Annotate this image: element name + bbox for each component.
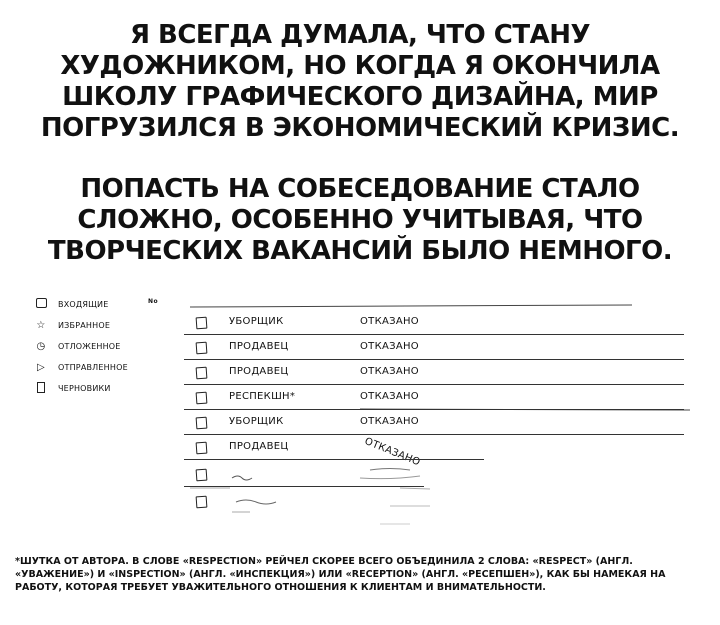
clock-icon: ◷	[36, 341, 46, 352]
job-title: ПРОДАВЕЦ	[229, 366, 289, 377]
job-title: УБОРЩИК	[229, 416, 284, 427]
status-text: ОТКАЗАНО	[360, 416, 419, 427]
column-header-no: No	[148, 298, 159, 305]
status-text: ОТКАЗАНО	[360, 366, 419, 377]
folder-label: ВХОДЯЩИЕ	[58, 300, 109, 309]
footnote: *ШУТКА ОТ АВТОРА. В СЛОВЕ «RESPECTION» РЕЙЧЕЛ СКОРЕЕ ВСЕГО ОБЪЕДИНИЛА 2 СЛОВА: «RESPECT» (АНГЛ. «УВАЖЕНИЕ») И «INSPECTION» (АНГЛ. «ИНСПЕКЦИЯ») ИЛИ «RECEPTION» (АНГЛ. «РЕСЕПШЕН»), КАК БЫ НАМЕКАЯ НА РАБОТУ, КОТОРАЯ ТРЕБУЕТ УВАЖИТЕЛЬНОГО ОТНОШЕНИЯ К КЛИЕНТАМ И ВНИМАТЕЛЬНОСТИ.	[15, 556, 666, 593]
caption-top: Я ВСЕГДА ДУМАЛА, ЧТО СТАНУ ХУДОЖНИКОМ, НО КОГДА Я ОКОНЧИЛА ШКОЛУ ГРАФИЧЕСКОГО ДИЗАЙНА, МИР ПОГРУЗИЛСЯ В ЭКОНОМИЧЕСКИЙ КРИЗИС.	[40, 20, 680, 143]
job-title: РЕСПЕКШН*	[229, 391, 296, 402]
job-title: ПРОДАВЕЦ	[229, 341, 289, 352]
job-title: УБОРЩИК	[229, 316, 284, 327]
folder-label: ОТПРАВЛЕННОЕ	[58, 363, 128, 372]
folder-label: ИЗБРАННОЕ	[58, 321, 111, 330]
folder-label: ОТЛОЖЕННОЕ	[58, 342, 121, 351]
folder-label: ЧЕРНОВИКИ	[58, 384, 111, 393]
status-text: ОТКАЗАНО	[360, 391, 419, 402]
status-text: ОТКАЗАНО	[362, 436, 422, 469]
star-icon: ☆	[36, 320, 46, 331]
job-title: ПРОДАВЕЦ	[229, 441, 289, 452]
status-text: ОТКАЗАНО	[360, 341, 419, 352]
caption-middle: ПОПАСТЬ НА СОБЕСЕДОВАНИЕ СТАЛО СЛОЖНО, ОСОБЕННО УЧИТЫВАЯ, ЧТО ТВОРЧЕСКИХ ВАКАНСИЙ БЫЛО НЕМНОГО.	[47, 174, 673, 266]
send-icon: ▷	[37, 362, 45, 373]
status-text: ОТКАЗАНО	[360, 316, 419, 327]
